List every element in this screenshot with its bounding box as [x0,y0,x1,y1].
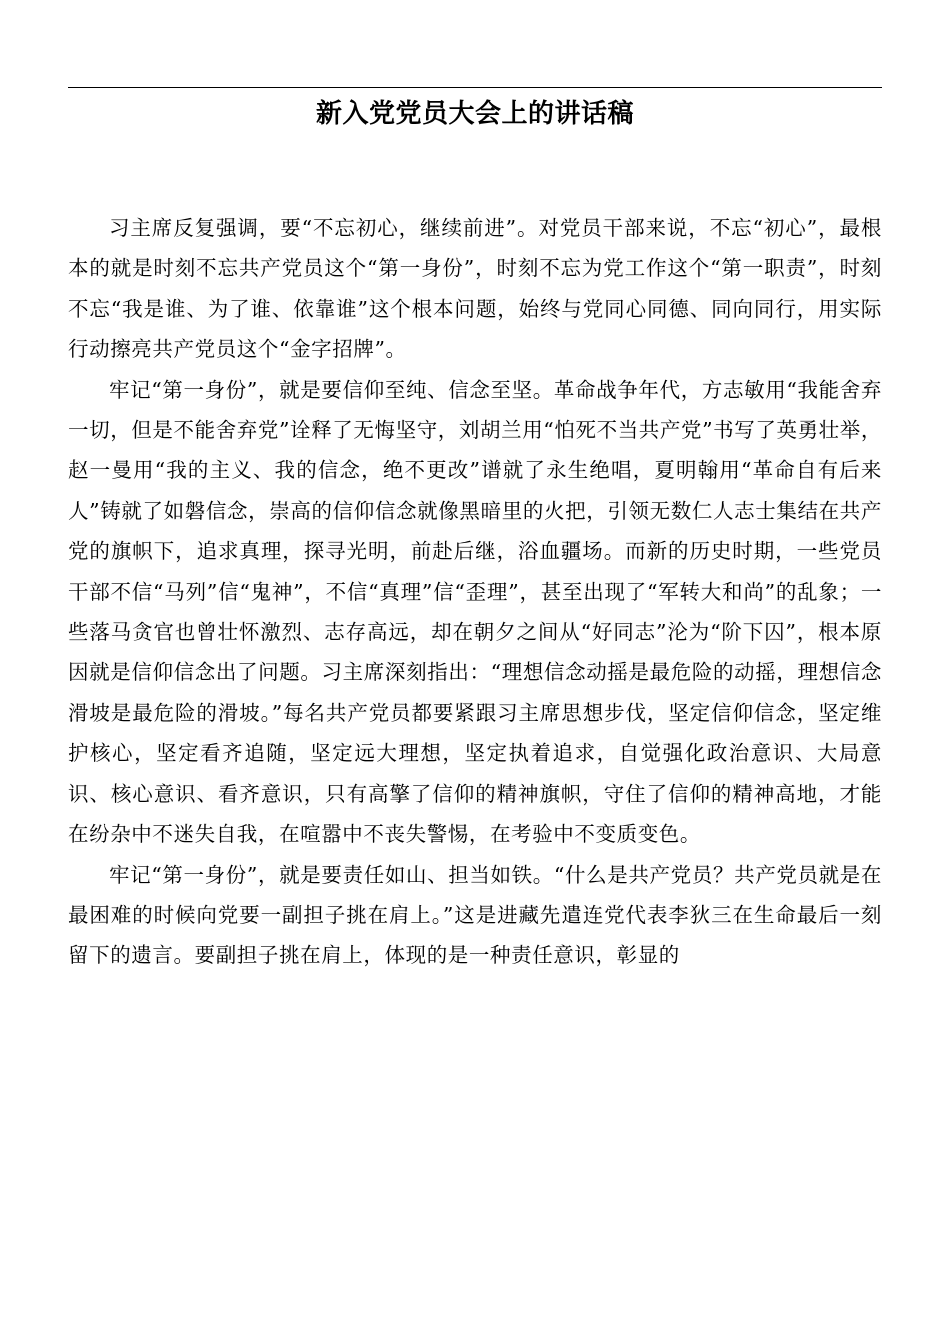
header-rule [68,87,882,88]
document-body [68,208,882,976]
document-title: 新入党党员大会上的讲话稿 [315,99,634,129]
paragraph-3: 牢记“第一身份”，就是要责任如山、担当如铁。“什么是共产党员？共产党员就是在最困难的时候向党要一副担子挑在肩上。”这是进藏先遣连党代表李狄三在生命最后一刻留下的遗言。要副担子挑在肩上，体现的是一种责任意识，彰显的 [68,862,882,968]
paragraph-2: 牢记“第一身份”，就是要信仰至纯、信念至坚。革命战争年代，方志敏用“我能舍弃一切，但是不能舍弃党”诠释了无悔坚守，刘胡兰用“怕死不当共产党”书写了英勇壮举，赵一曼用“我的主义、我的信念，绝不更改”谱就了永生绝唱，夏明翰用“革命自有后来人”铸就了如磐信念，崇高的信仰信念就像黑暗里的火把，引领无数仁人志士集结在共产党的旗帜下，追求真理，探寻光明，前赴后继，浴血疆场。而新的历史时期，一些党员干部不信“马列”信“鬼神”，不信“真理”信“歪理”，甚至出现了“军转大和尚”的乱象；一些落马贪官也曾壮怀激烈、志存高远，却在朝夕之间从“好同志”沦为“阶下囚”，根本原因就是信仰信念出了问题。习主席深刻指出：“理想信念动摇是最危险的动摇，理想信念滑坡是最危险的滑坡。”每名共产党员都要紧跟习主席思想步伐，坚定信仰信念，坚定维护核心，坚定看齐追随，坚定远大理想，坚定执着追求，自觉强化政治意识、大局意识、核心意识、看齐意识，只有高擎了信仰的精神旗帜，守住了信仰的精神高地，才能在纷杂中不迷失自我，在喧嚣中不丧失警惕，在考验中不变质变色。 [68,377,882,847]
paragraph-1: 习主席反复强调，要“不忘初心，继续前进”。对党员干部来说，不忘“初心”，最根本的就是时刻不忘共产党员这个“第一身份”，时刻不忘为党工作这个“第一职责”，时刻不忘“我是谁、为了谁、依靠谁”这个根本问题，始终与党同心同德、同向同行，用实际行动擦亮共产党员这个“金字招牌”。 [68,216,882,362]
